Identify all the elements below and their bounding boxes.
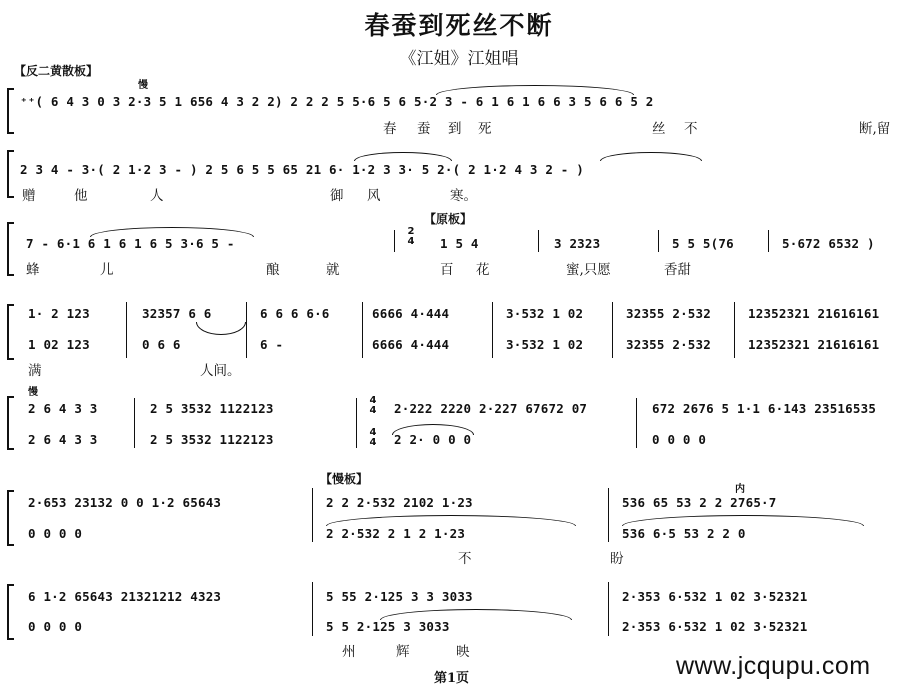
- lyric-syllable: 春: [383, 121, 397, 137]
- notation-line: 672 2676 5 1·1 6·143 23516535: [652, 401, 877, 416]
- notation-line: 2·353 6·532 1 02 3·52321: [622, 619, 808, 634]
- notation-line: 536 65 53 2 2 2765·7: [622, 495, 777, 510]
- lyric-syllable: 满: [28, 363, 42, 379]
- barline: [658, 230, 659, 252]
- lyric-syllable: 儿: [100, 262, 114, 278]
- barline: [356, 398, 357, 448]
- slur: [622, 515, 864, 526]
- barline: [312, 582, 313, 636]
- notation-line: 2 2·532 2 1 2 1·23: [326, 526, 466, 541]
- notation-line: 12352321 21616161: [748, 337, 880, 352]
- notation-line: 0 0 0 0: [28, 619, 83, 634]
- system-bracket: [7, 304, 14, 360]
- lyric-syllable: 百: [440, 262, 454, 278]
- notation-line: 2·653 23132 0 0 1·2 65643: [28, 495, 222, 510]
- notation-line: 2 2 2·532 2102 1·23: [326, 495, 473, 510]
- notation-line: ⁺⁺( 6 4 3 0 3 2·3 5 1 656 4 3 2 2) 2 2 2 5 5·6 5 6 5·2 3 - 6 1 6 1 6 6 3 5 6 6 5 2: [20, 94, 654, 109]
- slur: [354, 152, 452, 161]
- notation-line: 32355 2·532: [626, 337, 711, 352]
- system-bracket: [7, 88, 14, 134]
- lyric-syllable: 辉: [396, 644, 410, 660]
- notation-line: 6 6 6 6·6: [260, 306, 330, 321]
- notation-line: 3·532 1 02: [506, 306, 584, 321]
- barline: [734, 302, 735, 358]
- page-number: 第1页: [434, 671, 470, 686]
- lyric-syllable: 赠: [22, 188, 36, 204]
- score-subtitle: 《江姐》江姐唱: [399, 49, 519, 69]
- notation-line: 2 3 4 - 3·( 2 1·2 3 - ) 2 5 6 5 5 65 21 6· 1·2 3 3· 5 2·( 2 1·2 4 3 2 - ): [20, 162, 584, 177]
- lyric-syllable: 到: [448, 121, 462, 137]
- notation-line: 6666 4·444: [372, 306, 450, 321]
- barline: [394, 230, 395, 252]
- barline: [636, 398, 637, 448]
- lyric-syllable: 人间。: [200, 363, 241, 379]
- notation-line: 12352321 21616161: [748, 306, 880, 321]
- notation-line: 2·222 2220 2·227 67672 07: [394, 401, 588, 416]
- notation-line: 5 5 2·125 3 3033: [326, 619, 450, 634]
- notation-line: 3 2323: [554, 236, 601, 251]
- barline: [608, 582, 609, 636]
- slur: [326, 515, 576, 526]
- lyric-syllable: 蚕: [417, 121, 431, 137]
- lyric-syllable: 蜜,只愿: [566, 262, 611, 278]
- barline: [608, 488, 609, 542]
- barline: [362, 302, 363, 358]
- notation-line: 1 5 4: [440, 236, 479, 251]
- notation-line: 5 5 5(76: [672, 236, 734, 251]
- barline: [312, 488, 313, 542]
- notation-line: 6666 4·444: [372, 337, 450, 352]
- notation-line: 0 6 6: [142, 337, 181, 352]
- mark-nei: 内: [735, 484, 745, 495]
- notation-line: 2 6 4 3 3: [28, 401, 98, 416]
- notation-line: 0 0 0 0: [28, 526, 83, 541]
- lyric-syllable: 盼: [610, 551, 624, 567]
- notation-line: 3·532 1 02: [506, 337, 584, 352]
- slur: [600, 152, 702, 161]
- tempo-mark-man: 慢: [138, 80, 148, 91]
- lyric-syllable: 不: [458, 551, 472, 567]
- slur: [380, 609, 572, 620]
- tempo-mark-man: 慢: [28, 387, 38, 398]
- system-bracket: [7, 490, 14, 546]
- notation-line: 1· 2 123: [28, 306, 90, 321]
- notation-line: 1 02 123: [28, 337, 90, 352]
- notation-line: 2 2· 0 0 0: [394, 432, 472, 447]
- notation-line: 6 -: [260, 337, 284, 352]
- lyric-syllable: 州: [342, 644, 356, 660]
- slur: [196, 322, 246, 335]
- notation-line: 2·353 6·532 1 02 3·52321: [622, 589, 808, 604]
- notation-line: 2 5 3532 1122123: [150, 401, 274, 416]
- notation-line: 0 0 0 0: [652, 432, 707, 447]
- time-signature: [404, 227, 418, 247]
- lyric-syllable: 不: [684, 121, 698, 137]
- lyric-syllable: 死: [478, 121, 492, 137]
- time-sig-bottom: 4: [369, 405, 377, 416]
- banner-manban: 【慢板】: [320, 472, 369, 486]
- notation-line: 5·672 6532 ): [782, 236, 875, 251]
- time-sig-top: 2: [407, 226, 415, 237]
- lyric-syllable: 他: [74, 188, 88, 204]
- notation-line: 32357 6 6: [142, 306, 212, 321]
- system-bracket: [7, 584, 14, 640]
- lyric-syllable: 蜂: [26, 262, 40, 278]
- notation-line: 2 6 4 3 3: [28, 432, 98, 447]
- score-title: 春蚕到死丝不断: [364, 11, 554, 40]
- lyric-syllable: 花: [476, 262, 490, 278]
- time-sig-bottom: 4: [369, 437, 377, 448]
- system-bracket: [7, 150, 14, 198]
- barline: [126, 302, 127, 358]
- time-sig-top: 4: [369, 395, 377, 406]
- barline: [612, 302, 613, 358]
- lyric-syllable: 人: [150, 188, 164, 204]
- lyric-syllable: 断,留: [859, 121, 891, 137]
- banner-fan-erhuang-sanban: 【反二黄散板】: [14, 64, 99, 78]
- system-bracket: [7, 222, 14, 276]
- time-sig-bottom: 4: [407, 236, 415, 247]
- time-signature: [366, 396, 380, 416]
- lyric-syllable: 丝: [652, 121, 666, 137]
- barline: [492, 302, 493, 358]
- banner-yuanban: 【原板】: [424, 212, 473, 226]
- time-signature: [366, 428, 380, 448]
- lyric-syllable: 就: [326, 262, 340, 278]
- system-bracket: [7, 396, 14, 450]
- notation-line: 2 5 3532 1122123: [150, 432, 274, 447]
- lyric-syllable: 寒。: [450, 188, 477, 204]
- barline: [246, 302, 247, 358]
- lyric-syllable: 映: [456, 644, 470, 660]
- notation-line: 7 - 6·1 6 1 6 1 6 5 3·6 5 -: [26, 236, 235, 251]
- lyric-syllable: 风: [367, 188, 381, 204]
- notation-line: 6 1·2 65643 21321212 4323: [28, 589, 222, 604]
- notation-line: 32355 2·532: [626, 306, 711, 321]
- slur: [392, 424, 474, 435]
- lyric-syllable: 酿: [266, 262, 280, 278]
- time-sig-top: 4: [369, 427, 377, 438]
- site-watermark: www.jcqupu.com: [676, 652, 871, 680]
- lyric-syllable: 御: [330, 188, 344, 204]
- barline: [768, 230, 769, 252]
- notation-line: 536 6·5 53 2 2 0: [622, 526, 746, 541]
- notation-line: 5 55 2·125 3 3 3033: [326, 589, 473, 604]
- barline: [538, 230, 539, 252]
- lyric-syllable: 香甜: [664, 262, 691, 278]
- barline: [134, 398, 135, 448]
